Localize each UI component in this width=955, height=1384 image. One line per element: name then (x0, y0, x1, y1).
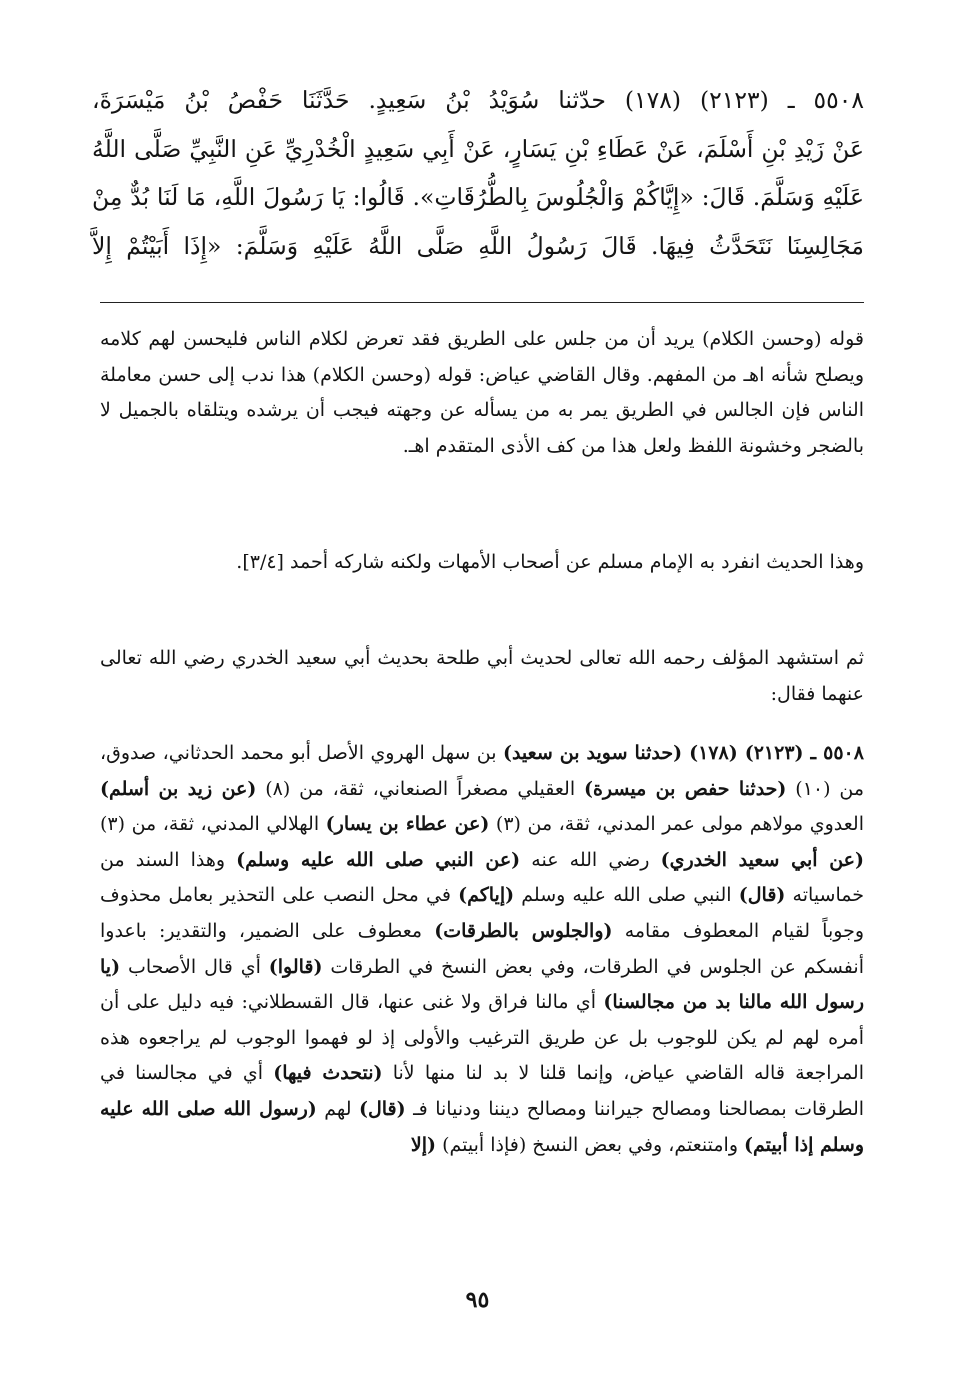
bold-segment: (عن زيد بن أسلم) (100, 777, 257, 800)
bold-segment: (يا رسول الله مالنا بد من مجالسنا) (100, 955, 864, 1014)
commentary-paragraph-2: وهذا الحديث انفرد به الإمام مسلم عن أصحاب الأمهات ولكنه شاركه أحمد [٣/٤]. (236, 551, 864, 573)
page-number: ٩٥ (465, 1287, 490, 1313)
footnote-divider (100, 302, 864, 303)
commentary-block-2 (100, 545, 864, 581)
text-segment: رضي الله عنه (520, 848, 661, 871)
text-segment: في محل النصب على التحذير بعامل محذوف وجوباً لقيام المعطوف مقامه (100, 884, 864, 942)
text-segment: معطوف على الضمير، والتقدير: باعدوا أنفسكم عن الجلوس في الطرقات، وفي بعض النسخ في الطرقات (100, 919, 864, 978)
bold-segment: (قال) (738, 884, 786, 907)
text-segment: أي قال الأصحاب (120, 955, 269, 978)
commentary-block-4 (100, 736, 864, 1163)
hadith-line-2: عَنْ زَيْدِ بْنِ أَسْلَمَ، عَنْ عَطَاءِ بْنِ يَسَارٍ، عَنْ أَبِي سَعِيدٍ الْخُدْرِيِّ عَنِ النَّبِيِّ صَلَّى اللَّهُ (92, 134, 864, 163)
hadith-block (92, 76, 864, 270)
commentary-paragraph-4 (100, 736, 864, 1163)
text-segment: بن سهل الهروي الأصل أبو محمد الحدثاني، صدوق، من (١٠) (100, 742, 865, 800)
text-segment: أي مالنا فراق ولا غنى عنها، قال القسطلاني: فيه دليل على أن أمره لهم لم يكن للوجوب بل عن طريق الترغيب والأولى إذ لو فهموا الوجوب لم يراجعوه هذه المراجعة قاله القاضي عياض، وإنما قلنا لا بد لنا منها لأنا (100, 991, 865, 1085)
text-segment: وامتنعتم، وفي بعض النسخ (فإذا أبيتم) (436, 1133, 745, 1156)
text-segment: وهذا السند من خماسياته (100, 848, 864, 907)
hadith-line-1: ٥٥٠٨ ـ (٢١٢٣) (١٧٨) حدّثنا سُوَيْدُ بْنُ سَعِيدٍ. حَدَّثَنَا حَفْصُ بْنُ مَيْسَرَةَ، (92, 86, 864, 114)
bold-segment: (عن النبي صلى الله عليه وسلم) (236, 848, 521, 871)
commentary-block-3 (100, 641, 864, 712)
commentary-block-1 (100, 322, 864, 464)
hadith-line-3: عَلَيْهِ وَسَلَّمَ. قَالَ: «إِيَّاكُمْ وَالْجُلُوسَ بِالطُّرُقَاتِ». قَالُوا: يَا رَسُولَ اللَّهِ، مَا لَنَا بُدٌّ مِنْ (92, 183, 864, 211)
hadith-line-4: مَجَالِسِنَا نَتَحَدَّثُ فِيهَا. قَالَ رَسُولُ اللَّهِ صَلَّى اللَّهُ عَلَيْهِ وَسَلَّمَ: «إِذَا أَبَيْتُمْ إِلاَّ (92, 231, 864, 260)
text-segment: الهلالي المدني، ثقة، من (٣) (100, 813, 326, 836)
bold-segment: (قالوا) (268, 955, 323, 978)
bold-segment: (رسول الله صلى الله عليه وسلم إذا أبيتم) (100, 1097, 864, 1156)
bold-segment: (إياكم) (458, 884, 515, 907)
commentary-paragraph-1: قوله (وحسن الكلام) يريد أن من جلس على الطريق فقد تعرض لكلام الناس فليحسن لهم كلامه ويصلح شأنه اهـ من المفهم. وقال القاضي عياض: قوله (وحسن الكلام) هذا ندب إلى حسن معاملة الناس فإن الجالس في الطريق يمر به من يسأله عن وجهته فيجب أن يرشده ويتلقاه بالجميل لا بالضجر وخشونة اللفظ ولعل هذا من كف الأذى المتقدم اهـ. (100, 328, 864, 457)
bold-segment: (نتحدث فيها) (273, 1062, 383, 1085)
bold-segment: (عن أبي سعيد الخدري) (660, 848, 864, 871)
bold-segment: (إلا (410, 1133, 437, 1156)
text-segment: لهم (316, 1097, 359, 1120)
text-segment: العدوي مولاهم مولى عمر المدني، ثقة، من (٣) (489, 813, 864, 836)
bold-segment: (عن عطاء بن يسار) (325, 813, 490, 836)
bold-segment: (حدثنا سويد بن سعيد) (502, 742, 683, 764)
text-segment: النبي صلى الله عليه وسلم (514, 884, 739, 907)
bold-segment: (والجلوس بالطرقات) (434, 919, 613, 942)
text-segment: أي في مجالسنا في الطرقات بمصالحنا ومصالح جيراننا ومصالح ديننا ودنيانا فـ (100, 1062, 865, 1120)
bold-segment: (حدثنا حفص بن ميسرة) (583, 777, 787, 800)
bold-segment: (قال) (358, 1097, 406, 1120)
bold-segment: ٥٥٠٨ ـ (٢١٢٣) (١٧٨) (682, 742, 864, 764)
text-segment: العقيلي مصغراً الصنعاني، ثقة، من (٨) (256, 777, 584, 800)
commentary-paragraph-3: ثم استشهد المؤلف رحمه الله تعالى لحديث أبي طلحة بحديث أبي سعيد الخدري رضي الله تعالى عنهما فقال: (100, 647, 864, 705)
